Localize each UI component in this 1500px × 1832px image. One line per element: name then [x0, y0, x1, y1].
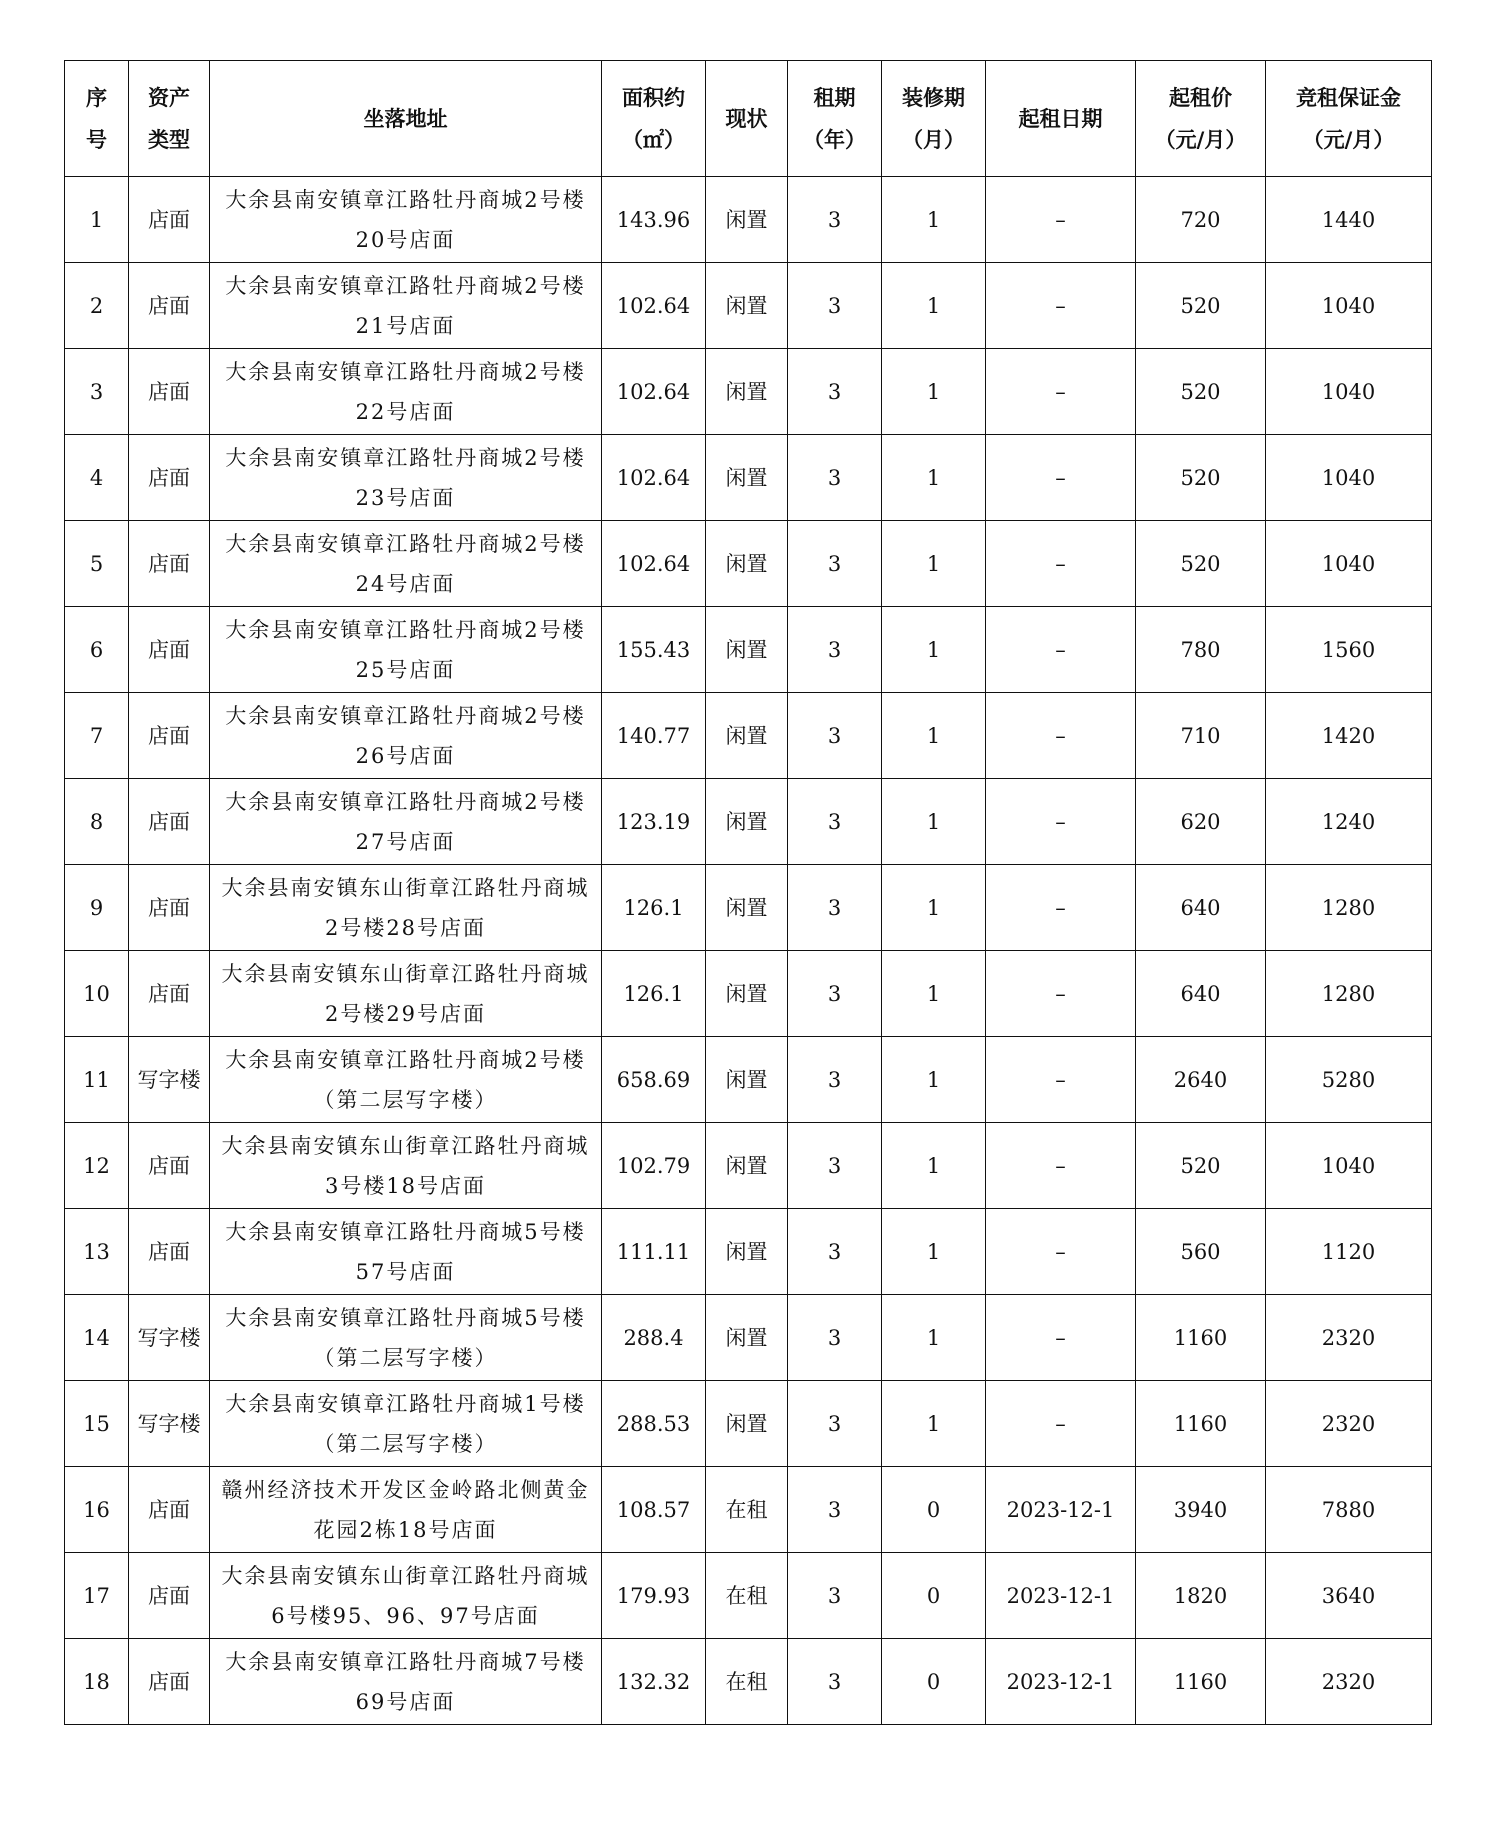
cell-no: 2 — [65, 263, 129, 349]
cell-start: 2023-12-1 — [986, 1639, 1136, 1725]
cell-address: 大余县南安镇东山街章江路牡丹商城3号楼18号店面 — [210, 1123, 602, 1209]
cell-deposit: 2320 — [1266, 1381, 1432, 1467]
cell-no: 6 — [65, 607, 129, 693]
document-sheet — [64, 60, 1432, 1725]
cell-deposit: 1240 — [1266, 779, 1432, 865]
cell-type: 店面 — [129, 1639, 210, 1725]
cell-status: 闲置 — [706, 349, 788, 435]
cell-no: 18 — [65, 1639, 129, 1725]
cell-status: 闲置 — [706, 177, 788, 263]
cell-start: – — [986, 435, 1136, 521]
cell-price: 520 — [1136, 521, 1266, 607]
cell-term: 3 — [788, 1123, 882, 1209]
cell-term: 3 — [788, 521, 882, 607]
header-term-line: （年） — [803, 127, 866, 152]
header-status — [706, 61, 788, 177]
cell-area: 102.64 — [602, 349, 706, 435]
cell-deposit: 2320 — [1266, 1295, 1432, 1381]
header-price — [1136, 61, 1266, 177]
cell-area: 126.1 — [602, 951, 706, 1037]
cell-address: 赣州经济技术开发区金岭路北侧黄金花园2栋18号店面 — [210, 1467, 602, 1553]
cell-start: – — [986, 1381, 1136, 1467]
cell-term: 3 — [788, 435, 882, 521]
cell-reno: 1 — [882, 263, 986, 349]
cell-address: 大余县南安镇章江路牡丹商城7号楼69号店面 — [210, 1639, 602, 1725]
cell-area: 102.79 — [602, 1123, 706, 1209]
cell-no: 7 — [65, 693, 129, 779]
cell-reno: 1 — [882, 951, 986, 1037]
cell-term: 3 — [788, 693, 882, 779]
cell-area: 288.4 — [602, 1295, 706, 1381]
cell-area: 140.77 — [602, 693, 706, 779]
cell-status: 闲置 — [706, 263, 788, 349]
cell-start: – — [986, 1209, 1136, 1295]
cell-no: 3 — [65, 349, 129, 435]
cell-status: 闲置 — [706, 521, 788, 607]
header-deposit-line: （元/月） — [1302, 127, 1395, 152]
table-row — [65, 693, 1432, 779]
cell-deposit: 2320 — [1266, 1639, 1432, 1725]
header-row — [65, 61, 1432, 177]
cell-status: 在租 — [706, 1639, 788, 1725]
cell-no: 14 — [65, 1295, 129, 1381]
cell-area: 102.64 — [602, 521, 706, 607]
cell-reno: 1 — [882, 1295, 986, 1381]
cell-reno: 1 — [882, 1209, 986, 1295]
cell-reno: 1 — [882, 1381, 986, 1467]
cell-reno: 1 — [882, 435, 986, 521]
cell-reno: 1 — [882, 349, 986, 435]
cell-address: 大余县南安镇章江路牡丹商城2号楼25号店面 — [210, 607, 602, 693]
header-reno — [882, 61, 986, 177]
cell-address: 大余县南安镇章江路牡丹商城2号楼23号店面 — [210, 435, 602, 521]
table-row — [65, 1553, 1432, 1639]
cell-type: 店面 — [129, 1209, 210, 1295]
cell-no: 16 — [65, 1467, 129, 1553]
cell-price: 720 — [1136, 177, 1266, 263]
cell-type: 店面 — [129, 1467, 210, 1553]
cell-deposit: 1040 — [1266, 435, 1432, 521]
cell-address: 大余县南安镇章江路牡丹商城5号楼57号店面 — [210, 1209, 602, 1295]
cell-start: 2023-12-1 — [986, 1553, 1136, 1639]
cell-term: 3 — [788, 951, 882, 1037]
table-row — [65, 349, 1432, 435]
cell-area: 126.1 — [602, 865, 706, 951]
cell-area: 123.19 — [602, 779, 706, 865]
cell-type: 店面 — [129, 1553, 210, 1639]
cell-status: 闲置 — [706, 779, 788, 865]
table-row — [65, 1295, 1432, 1381]
header-term — [788, 61, 882, 177]
cell-type: 店面 — [129, 177, 210, 263]
cell-deposit: 1040 — [1266, 349, 1432, 435]
cell-address: 大余县南安镇章江路牡丹商城2号楼27号店面 — [210, 779, 602, 865]
cell-deposit: 3640 — [1266, 1553, 1432, 1639]
header-type-line: 类型 — [148, 127, 190, 152]
header-reno-line: 装修期 — [902, 85, 965, 110]
cell-term: 3 — [788, 1553, 882, 1639]
header-type-line: 资产 — [148, 85, 190, 110]
cell-reno: 0 — [882, 1553, 986, 1639]
cell-price: 640 — [1136, 865, 1266, 951]
cell-type: 写字楼 — [129, 1381, 210, 1467]
cell-reno: 1 — [882, 177, 986, 263]
cell-area: 132.32 — [602, 1639, 706, 1725]
cell-start: – — [986, 263, 1136, 349]
table-row — [65, 1467, 1432, 1553]
cell-no: 12 — [65, 1123, 129, 1209]
cell-term: 3 — [788, 263, 882, 349]
cell-term: 3 — [788, 1639, 882, 1725]
cell-type: 店面 — [129, 349, 210, 435]
header-start-line: 起租日期 — [1018, 106, 1103, 131]
cell-status: 闲置 — [706, 951, 788, 1037]
cell-no: 5 — [65, 521, 129, 607]
cell-price: 780 — [1136, 607, 1266, 693]
cell-deposit: 1040 — [1266, 521, 1432, 607]
cell-term: 3 — [788, 865, 882, 951]
table-header — [65, 61, 1432, 177]
header-status-line: 现状 — [725, 106, 768, 131]
cell-status: 闲置 — [706, 1123, 788, 1209]
header-address — [210, 61, 602, 177]
cell-deposit: 1280 — [1266, 951, 1432, 1037]
cell-price: 710 — [1136, 693, 1266, 779]
cell-status: 闲置 — [706, 865, 788, 951]
table-row — [65, 435, 1432, 521]
header-deposit — [1266, 61, 1432, 177]
table-row — [65, 607, 1432, 693]
table-row — [65, 263, 1432, 349]
cell-status: 在租 — [706, 1553, 788, 1639]
cell-address: 大余县南安镇章江路牡丹商城2号楼20号店面 — [210, 177, 602, 263]
cell-address: 大余县南安镇东山街章江路牡丹商城6号楼95、96、97号店面 — [210, 1553, 602, 1639]
table-row — [65, 1381, 1432, 1467]
table-row — [65, 1209, 1432, 1295]
cell-area: 143.96 — [602, 177, 706, 263]
cell-reno: 1 — [882, 1123, 986, 1209]
header-no-line: 序 — [86, 85, 107, 110]
cell-address: 大余县南安镇章江路牡丹商城1号楼（第二层写字楼） — [210, 1381, 602, 1467]
cell-status: 闲置 — [706, 1295, 788, 1381]
cell-price: 520 — [1136, 435, 1266, 521]
table-row — [65, 177, 1432, 263]
cell-term: 3 — [788, 1209, 882, 1295]
cell-price: 3940 — [1136, 1467, 1266, 1553]
cell-term: 3 — [788, 349, 882, 435]
cell-start: – — [986, 1123, 1136, 1209]
cell-area: 102.64 — [602, 263, 706, 349]
cell-type: 写字楼 — [129, 1295, 210, 1381]
table-body — [65, 177, 1432, 1725]
table-row — [65, 865, 1432, 951]
cell-address: 大余县南安镇章江路牡丹商城5号楼（第二层写字楼） — [210, 1295, 602, 1381]
cell-type: 店面 — [129, 865, 210, 951]
cell-price: 520 — [1136, 349, 1266, 435]
cell-no: 4 — [65, 435, 129, 521]
cell-deposit: 1440 — [1266, 177, 1432, 263]
cell-deposit: 1120 — [1266, 1209, 1432, 1295]
cell-type: 店面 — [129, 779, 210, 865]
asset-rental-table — [64, 60, 1432, 1725]
cell-term: 3 — [788, 607, 882, 693]
cell-start: – — [986, 1295, 1136, 1381]
header-deposit-line: 竞租保证金 — [1296, 85, 1401, 110]
cell-no: 15 — [65, 1381, 129, 1467]
cell-type: 店面 — [129, 1123, 210, 1209]
cell-reno: 1 — [882, 1037, 986, 1123]
header-start — [986, 61, 1136, 177]
cell-start: – — [986, 177, 1136, 263]
cell-reno: 1 — [882, 865, 986, 951]
cell-start: – — [986, 693, 1136, 779]
cell-area: 155.43 — [602, 607, 706, 693]
header-area-line: （㎡） — [622, 127, 685, 152]
cell-type: 店面 — [129, 607, 210, 693]
header-address-line: 坐落地址 — [363, 106, 448, 131]
cell-no: 13 — [65, 1209, 129, 1295]
cell-status: 在租 — [706, 1467, 788, 1553]
cell-start: – — [986, 521, 1136, 607]
header-area-line: 面积约 — [622, 85, 685, 110]
cell-start: – — [986, 1037, 1136, 1123]
cell-address: 大余县南安镇东山街章江路牡丹商城2号楼29号店面 — [210, 951, 602, 1037]
cell-start: – — [986, 779, 1136, 865]
cell-term: 3 — [788, 779, 882, 865]
cell-price: 1160 — [1136, 1381, 1266, 1467]
cell-address: 大余县南安镇章江路牡丹商城2号楼22号店面 — [210, 349, 602, 435]
cell-start: – — [986, 607, 1136, 693]
cell-reno: 1 — [882, 779, 986, 865]
cell-start: 2023-12-1 — [986, 1467, 1136, 1553]
cell-deposit: 1420 — [1266, 693, 1432, 779]
table-row — [65, 521, 1432, 607]
cell-no: 17 — [65, 1553, 129, 1639]
header-term-line: 租期 — [813, 85, 856, 110]
cell-deposit: 5280 — [1266, 1037, 1432, 1123]
cell-reno: 1 — [882, 521, 986, 607]
cell-term: 3 — [788, 1295, 882, 1381]
cell-price: 620 — [1136, 779, 1266, 865]
header-price-line: 起租价 — [1169, 85, 1232, 110]
cell-type: 写字楼 — [129, 1037, 210, 1123]
cell-deposit: 1040 — [1266, 263, 1432, 349]
cell-no: 11 — [65, 1037, 129, 1123]
cell-address: 大余县南安镇东山街章江路牡丹商城2号楼28号店面 — [210, 865, 602, 951]
cell-deposit: 7880 — [1266, 1467, 1432, 1553]
cell-status: 闲置 — [706, 435, 788, 521]
header-reno-line: （月） — [902, 127, 965, 152]
table-row — [65, 951, 1432, 1037]
cell-status: 闲置 — [706, 607, 788, 693]
cell-type: 店面 — [129, 435, 210, 521]
cell-type: 店面 — [129, 693, 210, 779]
cell-type: 店面 — [129, 951, 210, 1037]
cell-status: 闲置 — [706, 693, 788, 779]
header-price-line: （元/月） — [1154, 127, 1247, 152]
cell-address: 大余县南安镇章江路牡丹商城2号楼（第二层写字楼） — [210, 1037, 602, 1123]
cell-deposit: 1280 — [1266, 865, 1432, 951]
table-row — [65, 779, 1432, 865]
cell-price: 1820 — [1136, 1553, 1266, 1639]
header-area — [602, 61, 706, 177]
header-type — [129, 61, 210, 177]
cell-deposit: 1040 — [1266, 1123, 1432, 1209]
cell-price: 560 — [1136, 1209, 1266, 1295]
cell-area: 179.93 — [602, 1553, 706, 1639]
cell-price: 640 — [1136, 951, 1266, 1037]
cell-no: 9 — [65, 865, 129, 951]
cell-area: 108.57 — [602, 1467, 706, 1553]
cell-deposit: 1560 — [1266, 607, 1432, 693]
cell-status: 闲置 — [706, 1381, 788, 1467]
header-no-line: 号 — [86, 127, 107, 152]
cell-price: 520 — [1136, 263, 1266, 349]
cell-start: – — [986, 349, 1136, 435]
cell-no: 1 — [65, 177, 129, 263]
cell-type: 店面 — [129, 521, 210, 607]
cell-no: 8 — [65, 779, 129, 865]
cell-term: 3 — [788, 1467, 882, 1553]
cell-status: 闲置 — [706, 1209, 788, 1295]
cell-price: 520 — [1136, 1123, 1266, 1209]
cell-address: 大余县南安镇章江路牡丹商城2号楼26号店面 — [210, 693, 602, 779]
table-row — [65, 1037, 1432, 1123]
cell-reno: 0 — [882, 1467, 986, 1553]
cell-no: 10 — [65, 951, 129, 1037]
cell-price: 1160 — [1136, 1295, 1266, 1381]
cell-type: 店面 — [129, 263, 210, 349]
cell-price: 1160 — [1136, 1639, 1266, 1725]
table-row — [65, 1639, 1432, 1725]
cell-term: 3 — [788, 1381, 882, 1467]
cell-area: 102.64 — [602, 435, 706, 521]
cell-area: 111.11 — [602, 1209, 706, 1295]
cell-price: 2640 — [1136, 1037, 1266, 1123]
cell-address: 大余县南安镇章江路牡丹商城2号楼24号店面 — [210, 521, 602, 607]
header-no — [65, 61, 129, 177]
cell-term: 3 — [788, 177, 882, 263]
cell-start: – — [986, 865, 1136, 951]
cell-address: 大余县南安镇章江路牡丹商城2号楼21号店面 — [210, 263, 602, 349]
cell-term: 3 — [788, 1037, 882, 1123]
cell-area: 658.69 — [602, 1037, 706, 1123]
cell-reno: 1 — [882, 693, 986, 779]
cell-reno: 1 — [882, 607, 986, 693]
cell-start: – — [986, 951, 1136, 1037]
cell-status: 闲置 — [706, 1037, 788, 1123]
cell-reno: 0 — [882, 1639, 986, 1725]
cell-area: 288.53 — [602, 1381, 706, 1467]
table-row — [65, 1123, 1432, 1209]
